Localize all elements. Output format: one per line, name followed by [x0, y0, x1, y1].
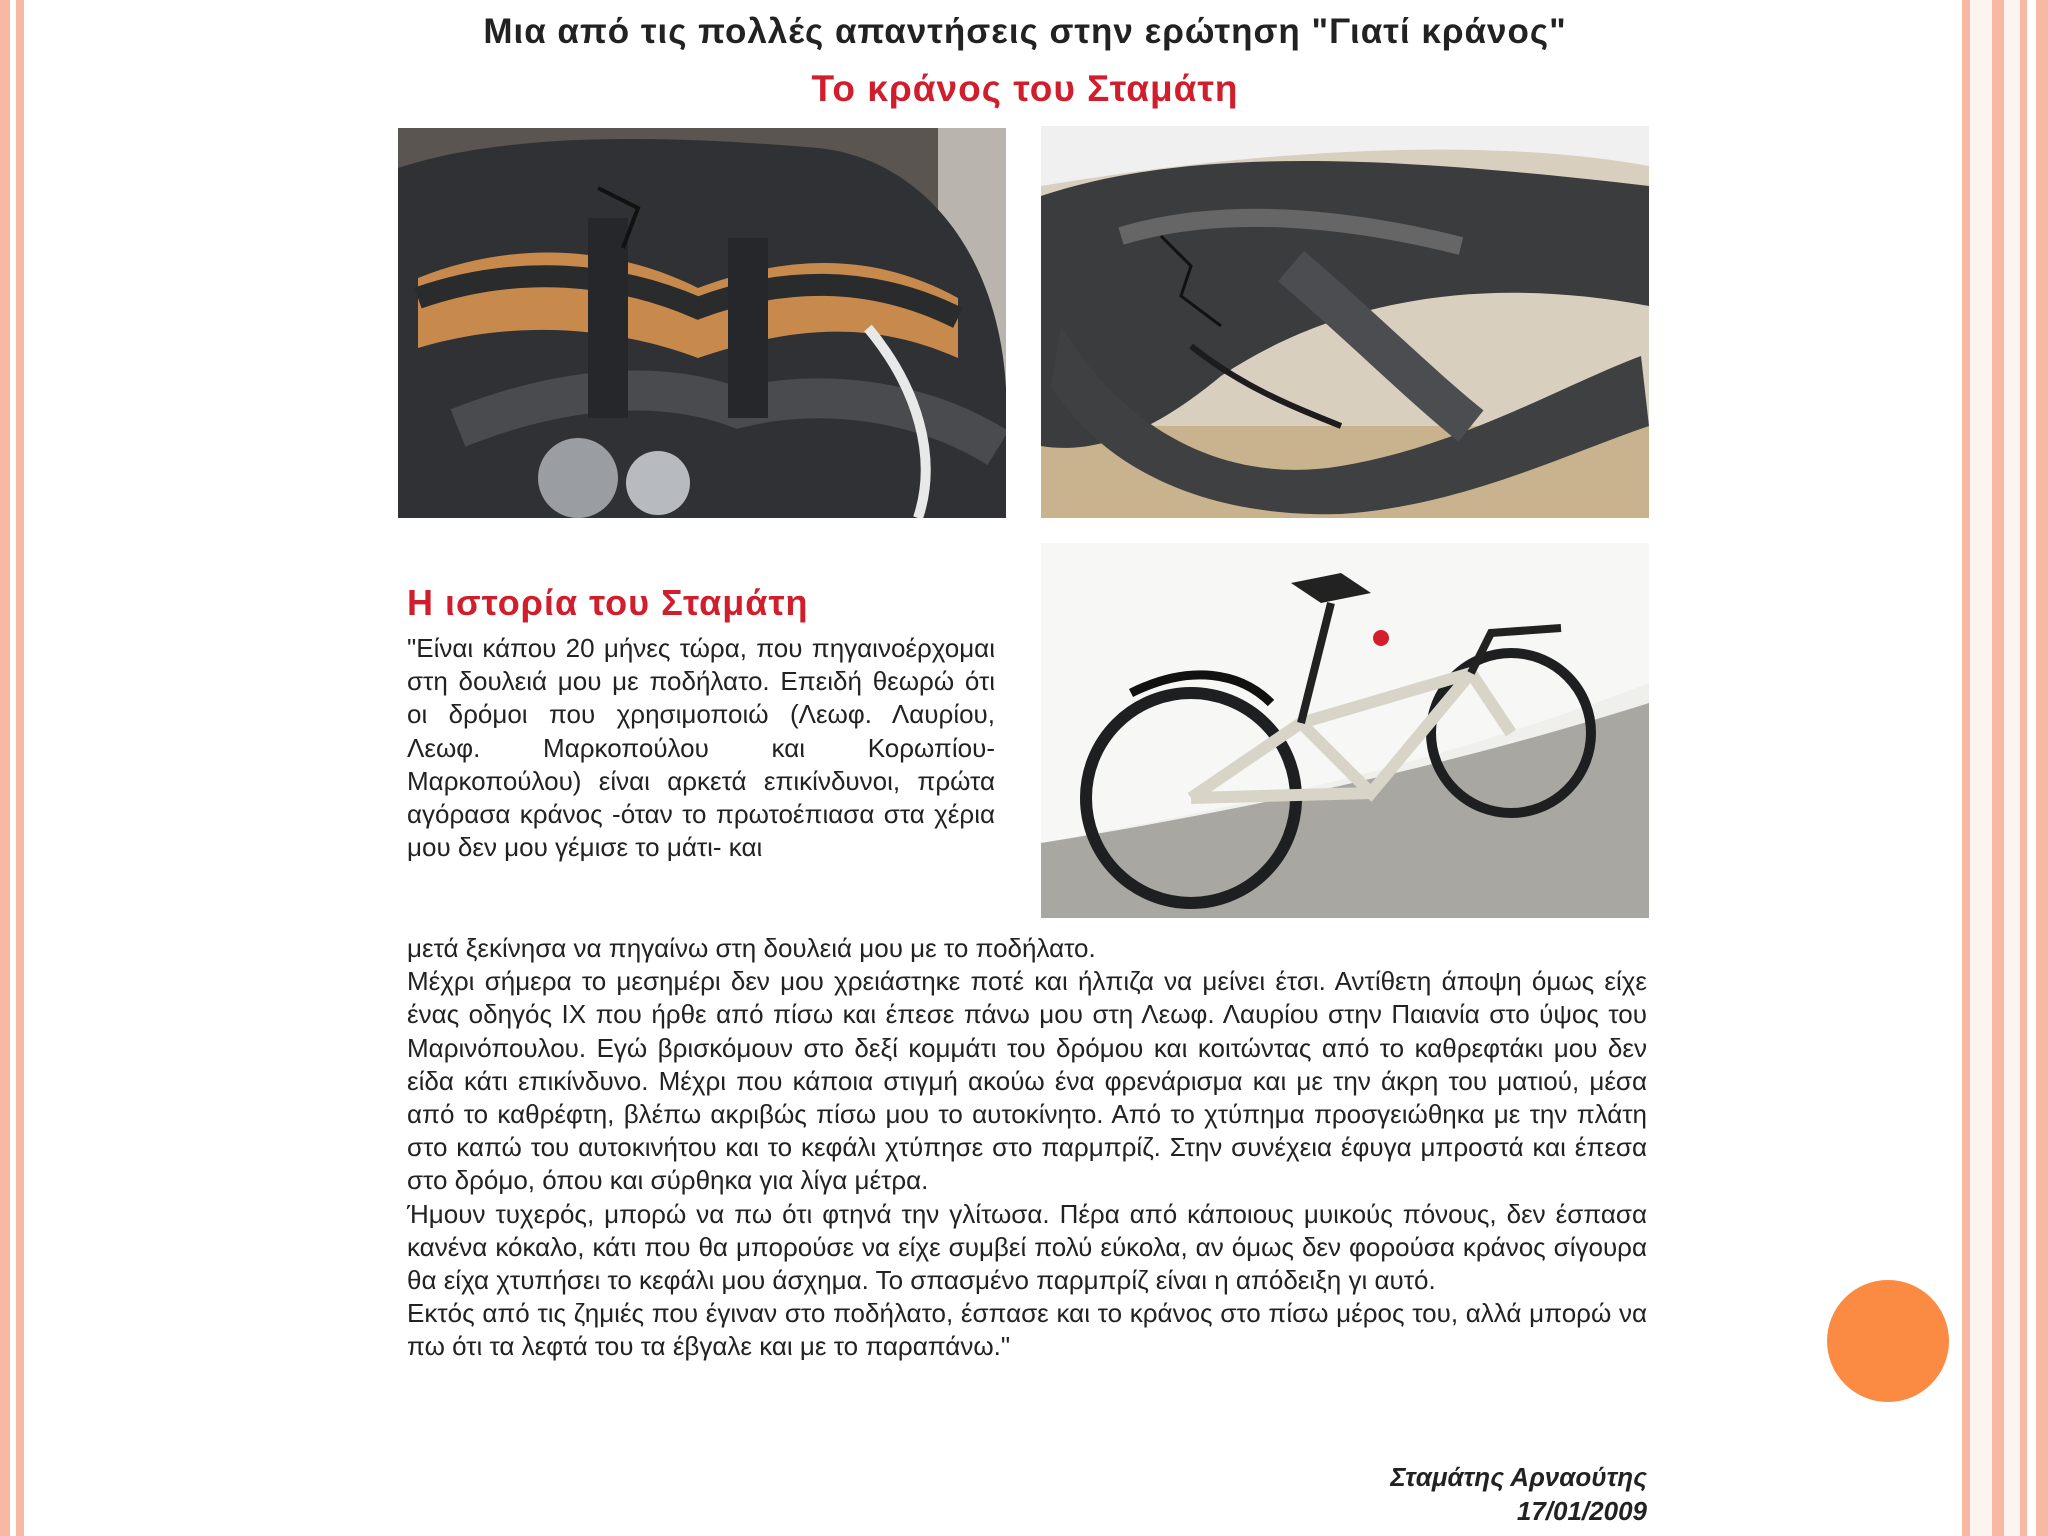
broken-helmet-photo-inside: [398, 128, 1006, 518]
story-body: [407, 932, 1647, 1364]
frame-stripe-left-inner: [16, 0, 24, 1536]
author-name: Σταμάτης Αρναούτης: [1390, 1462, 1647, 1492]
signature-block: [1390, 1460, 1647, 1528]
story-paragraph-3: Ήμουν τυχερός, μπορώ να πω ότι φτηνά την γλίτωσα. Πέρα από κάποιους μυικούς πόνους, δεν έσπασα κανένα κόκαλο, κάτι που θα μπορούσε να είχε συμβεί πολύ εύκολα, αν όμως δεν φορούσα κράνος σίγουρα θα είχα χτυπήσει το κεφάλι μου άσχημα. Το σπασμένο παρμπρίζ είναι η απόδειξη γι αυτό.: [407, 1198, 1647, 1296]
damaged-bicycle-photo: [1041, 543, 1649, 918]
story-date: 17/01/2009: [1516, 1496, 1647, 1526]
page-subheading: Το κράνος του Σταμάτη: [811, 68, 1239, 109]
frame-stripe-right-4: [2036, 0, 2048, 1536]
broken-helmet-photo-crack: [1041, 126, 1649, 518]
frame-stripe-right-2: [1992, 0, 2004, 1536]
story-intro-text: "Είναι κάπου 20 μήνες τώρα, που πηγαινοέρχομαι στη δουλειά μου με ποδήλατο. Επειδή θεωρώ ότι οι δρόμοι που χρησιμοποιώ (Λεωφ. Λαυρίου, Λεωφ. Μαρκοπούλου και Κορωπίου-Μαρκοπούλου) είναι αρκετά επικίνδυνοι, πρώτα αγόρασα κράνος -όταν το πρωτοέπιασα στα χέρια μου δεν μου γέμισε το μάτι- και: [407, 633, 995, 863]
scanned-page: [395, 0, 1655, 1536]
frame-fill-right-2: [2004, 0, 2020, 1536]
story-continue-line: μετά ξεκίνησα να πηγαίνω στη δουλειά μου με το ποδήλατο.: [407, 933, 1096, 963]
page-heading: Μια από τις πολλές απαντήσεις στην ερώτηση "Γιατί κράνος": [483, 12, 1567, 51]
frame-stripe-right-1: [1962, 0, 1970, 1536]
frame-fill-right: [1970, 0, 1992, 1536]
frame-stripe-left: [0, 0, 10, 1536]
story-title: Η ιστορία του Σταμάτη: [407, 582, 809, 623]
frame-stripe-right-3: [2020, 0, 2027, 1536]
slide-decoration-circle: [1827, 1280, 1949, 1402]
story-paragraph-4: Εκτός από τις ζημιές που έγιναν στο ποδήλατο, έσπασε και το κράνος στο πίσω μέρος του, αλλά μπορώ να πω ότι τα λεφτά του τα έβγαλε και με το παραπάνω.": [407, 1298, 1647, 1362]
story-paragraph-2: Μέχρι σήμερα το μεσημέρι δεν μου χρειάστηκε ποτέ και ήλπιζα να μείνει έτσι. Αντίθετη άποψη όμως είχε ένας οδηγός ΙΧ που ήρθε από πίσω και έπεσε πάνω μου στη Λεωφ. Λαυρίου στην Παιανία στο ύψος του Μαρινόπουλου. Εγώ βρισκόμουν στο δεξί κομμάτι του δρόμου και κοιτώντας από το καθρεφτάκι μου δεν είδα κάτι επικίνδυνο. Μέχρι που κάποια στιγμή ακούω ένα φρενάρισμα και με την άκρη του ματιού, μέσα από το καθρέφτη, βλέπω ακριβώς πίσω μου το αυτοκίνητο. Από το χτύπημα προσγειώθηκα με την πλάτη στο καπώ του αυτοκινήτου και το κεφάλι χτύπησε στο παρμπρίζ. Στην συνέχεια έφυγα μπροστά και έπεσα στο δρόμο, όπου και σύρθηκα για λίγα μέτρα.: [407, 966, 1647, 1196]
